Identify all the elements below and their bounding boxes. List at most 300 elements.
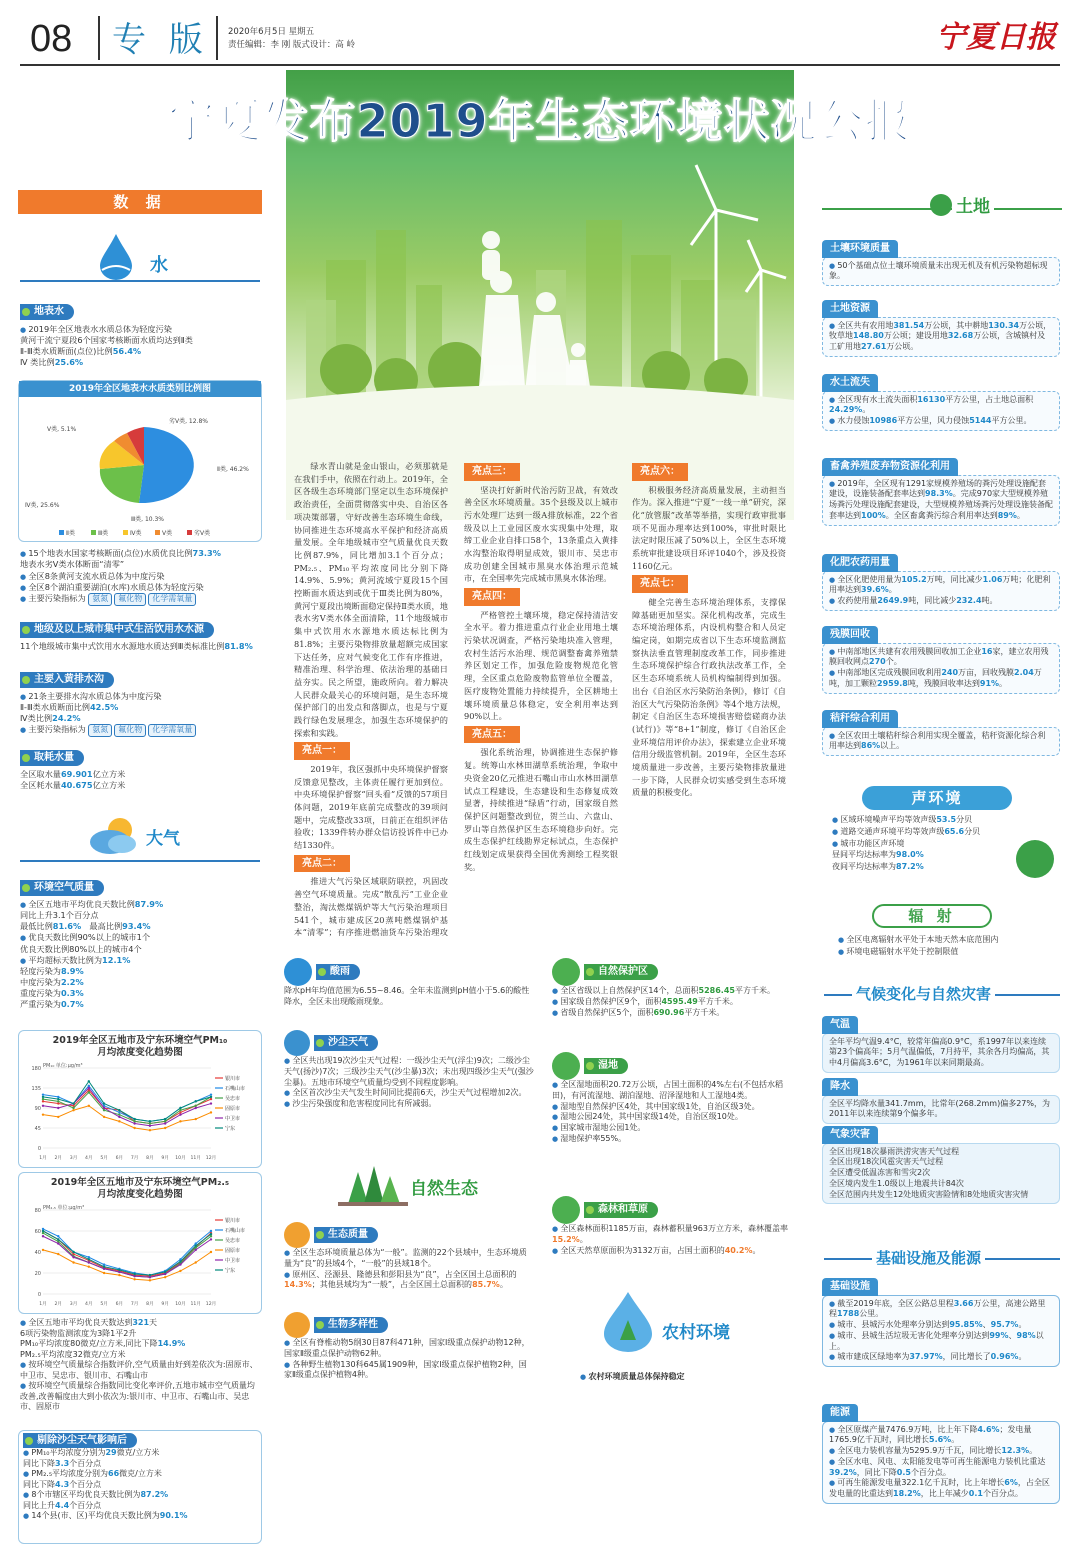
y-tick-label: 135 [31,1085,41,1092]
article-col-3 [632,460,786,940]
x-tick-label: 8月 [146,1301,154,1307]
legend-item: 固原市 [225,1105,241,1112]
data-point [57,1242,59,1244]
data-point [57,1115,59,1117]
water-use-tag: 取耗水量 [20,750,84,766]
data-point [57,1100,59,1102]
text: 可再生能源发电量322.1亿千瓦时，比上年增长 [837,1478,1005,1488]
text: 同比下降 [23,1458,55,1468]
y-tick-label: 45 [34,1125,41,1132]
value: 1.06 [982,574,1003,584]
data-point [72,1261,74,1263]
text: 全区天然草原面积为3132万亩，占国土面积的 [560,1245,725,1255]
divider [98,16,100,60]
pie-legend [59,529,210,537]
sound-icon [1016,840,1054,878]
y-tick-label: 0 [37,1145,41,1152]
y-tick-label: 80 [34,1207,41,1214]
data-point [57,1098,59,1100]
y-tick-label: 60 [34,1228,41,1235]
text: 城市建成区绿地率为 [837,1352,910,1362]
infra-section-title: 基础设施及能源 [872,1248,985,1268]
text: 全区共有农用地 [837,320,894,330]
y-tick-label: 40 [34,1249,41,1256]
data-point [118,1115,120,1117]
data-point [195,1261,197,1263]
text: 全区平均降水量341.7mm，比常年(268.2mm)偏多27%，为2011年以来连续第9个偏多年。 [822,1095,1060,1125]
text: 平方公里，风力侵蚀 [897,416,970,426]
value: 95.85% [949,1320,983,1330]
value: 87.2% [140,1490,169,1500]
x-tick-label: 11月 [190,1301,201,1307]
article-paragraph: 严格管控土壤环境，稳定保持清洁安全水平。着力推进重点行业企业用地土壤污染状况调查，严格污染地块准入管理，农村生活污水治理、规范调整畜禽养殖禁养区划定工作，加强危险废物规范化管理，全区重点危险废物监管单位全覆盖，医疗废物处置能力持续提升，全区耕地土壤环境质量总体稳定，安全利用率达到90%以上。 [464,609,618,722]
section-name: 专 版 [112,20,209,60]
pm-notes [20,1318,262,1413]
article-paragraph: 积极服务经济高质量发展，主动担当作为。深入推进“宁夏”一线一单”研究，深化“放管服”改革等举措，实现行政审批事项不见面办理率达到100%，审批时限比法定时限压减了50%以上，全区生态环境系统审批建设项目环评1040个，涉及投资1160亿元。 [632,484,786,571]
fertilizer-block [822,554,1060,611]
text: 吨。 [981,596,998,606]
surface-water-block [20,304,262,368]
air-quality-tag: 环境空气质量 [20,880,104,896]
x-tick-label: 12月 [205,1301,217,1307]
value: 2.2% [60,977,84,988]
data-point [103,1102,105,1104]
data-point [42,1093,44,1095]
text: ● 全区有脊椎动物5纲30目87科471种，国家Ⅰ级重点保护动物12种，国家Ⅱ级重点保护动物62种。 [284,1338,534,1360]
text: 全区取水量 [20,768,61,779]
value: 73.3% [192,548,221,558]
value: 39.2% [829,1467,857,1477]
text: 。完成970家大型规模养殖场粪污处理设施配套建设，大型规模养殖场粪污处理设施装备配套率达到 [829,489,1053,520]
text: Ⅳ类比例 [20,713,53,723]
value: 381.54 [893,320,925,330]
data-point [195,1118,197,1120]
legend-item: 固原市 [225,1247,241,1254]
value: 14.3% [284,1280,312,1290]
text: 降水pH年均值范围为6.55~8.46。全年未监测到pH值小于5.6的酸性降水，全区未出现酸雨现象。 [284,986,530,1006]
text: 省级自然保护区5个，面积 [560,1007,654,1017]
value: 4.4 [55,1500,70,1510]
land-resource-block [822,300,1060,357]
series-line [43,1090,211,1123]
data-point [133,1275,135,1277]
text: 同比上升 [23,1500,55,1510]
text: ● 湿地型自然保护区4处，其中国家级1处，自治区级3处。 [552,1102,794,1113]
deer-icon [284,1312,310,1338]
data-point [72,1106,74,1108]
text: PM₂.₅平均浓度32微克/立方米 [20,1349,126,1359]
y-unit-label: PM₂.₅ 单位:μg/m³ [43,1204,85,1211]
page-title: 宁夏发布2019年生态环境状况公报 [168,94,912,148]
text: 全区原煤产量7476.9万吨，比上年下降 [837,1424,978,1434]
legend-item: 吴忠市 [225,1237,241,1244]
pie-label-ii: Ⅱ类, 46.2% [217,466,249,474]
value: 87.2% [896,861,924,871]
data-point [179,1106,181,1108]
legend-item: 石嘴山市 [225,1227,246,1234]
soil-block [822,240,1060,286]
value: 1788 [837,1309,860,1319]
rural-note: ● 农村环境质量总体保持稳定 [580,1372,685,1383]
value: 27.61 [861,342,887,352]
precipitation-tag: 降水 [822,1078,858,1096]
unit: 微克/立方米 [116,1448,160,1458]
text: ；其他县域均为“一般”，占全区国土总面积的 [311,1280,473,1290]
data-point [179,1260,181,1262]
text: 。 [499,1280,508,1290]
data-point [133,1122,135,1124]
article-paragraph: 2019年，我区强抓中央环境保护督察反馈意见整改，主体责任履行更加到位。中央环境保护督察“回头看”反馈的57项目体问题，2019年底前完成整改的39项问题中，完成整改33项，日前正在组织评估验收；1339件转办群众信访投诉件中已办结1330件。 [294,763,448,851]
unit: 平方千米。 [697,996,738,1006]
text: 。 [752,1245,761,1255]
value: 87.9% [134,898,164,909]
text: 全区森林面积1185万亩，森林蓄积量963万立方米，森林覆盖率 [560,1224,788,1233]
unit: 分贝 [964,826,981,836]
data-point [57,1235,59,1237]
text: 原州区、泾源县、隆德县和彭阳县为“良”，占全区国土总面积的 [292,1269,517,1279]
text: 。 [1016,510,1025,520]
data-point [42,1113,44,1115]
text: 。 [999,678,1008,688]
text: 最高比例 [89,921,123,931]
text: 万吨，同比减少 [926,574,983,584]
legend-item: 银川市 [225,1217,241,1224]
data-point [103,1115,105,1117]
legend-item: 劣Ⅴ类 [194,530,211,538]
value: 100% [861,510,886,520]
value: 4595.49 [661,996,698,1006]
highlight-heading: 亮点三： [464,463,520,481]
value: 18.2% [893,1489,921,1499]
value: 39.6% [861,585,889,595]
radiation-banner [872,904,992,928]
data-point [179,1263,181,1265]
data-point [88,1265,90,1267]
text: 全区五地市平均优良天数比例 [28,898,135,909]
energy-block [822,1404,1060,1504]
water-section-title: 水 [150,255,168,276]
value: 16 [981,646,993,656]
text: ● 沙尘污染强度和危害程度同比有所减弱。 [284,1099,534,1110]
legend-item: 中卫市 [225,1115,241,1122]
data-point [210,1233,212,1235]
highlight-heading: 亮点五： [464,726,520,744]
data-point [133,1126,135,1128]
text: 万公顷。 [886,342,919,352]
legend-item: 吴忠市 [225,1095,241,1102]
keyword-badge: 氟化物 [114,724,146,737]
value: 81.6% [52,921,82,931]
data-point [164,1120,166,1122]
text: 全区农田土壤秸秆综合利用实现全覆盖，秸秆资源化综合利用率达到 [829,730,1046,751]
data-point [88,1104,90,1106]
data-point [103,1265,105,1267]
text: 全区耗水量 [20,779,61,790]
air-section-title: 大气 [146,829,180,849]
value: 24.2% [52,713,81,723]
value: 3.3 [55,1458,70,1468]
value: 99% [989,1330,1009,1340]
manure-tag: 畜禽养殖废弃物资源化利用 [822,458,958,476]
data-banner-label: 数 据 [113,193,167,211]
data-point [88,1080,90,1082]
data-point [118,1113,120,1115]
unit: 个百分点 [69,1458,102,1468]
value: 4.3 [55,1479,70,1489]
text: 万公顷，其中耕地 [924,320,989,330]
nature-section-title: 自然生态 [410,1179,478,1199]
legend-item: 石嘴山市 [225,1085,246,1092]
data-point [57,1238,59,1240]
text: ● 全区8条黄河支流水质总体为中度污染 [20,571,262,582]
text: 个。 [885,657,902,667]
issue-meta [228,26,355,52]
value: 98.0% [896,850,924,860]
pm10-chart [18,1030,262,1168]
y-tick-label: 90 [34,1105,41,1112]
text: ● 全区生态环境质量总体为“一般”。监测的22个县域中，生态环境质量为“良”的县域4个，“一般”的县域18个。 [284,1248,534,1270]
highlight-heading: 亮点七： [632,575,688,593]
noise-block [832,814,1016,872]
text: ● 国家城市湿地公园1处。 [552,1123,794,1134]
data-point [149,1274,151,1276]
rural-drop-icon [600,1290,656,1352]
data-point [195,1244,197,1246]
pm25-chart-title: 2019年全区五地市及宁东环境空气PM₂.₅ 月均浓度变化趋势图 [50,1177,230,1201]
data-point [195,1106,197,1108]
text: 吨，残膜回收率达到 [907,678,980,688]
text: 全区水电、风电、太阳能发电等可再生能源电力装机比重达 [837,1456,1046,1466]
pm10-chart-title: 2019年全区五地市及宁东环境空气PM₁₀ 月均浓度变化趋势图 [52,1035,228,1059]
list-item: 全区出现18次风雹灾害天气过程 [829,1157,944,1167]
eco-quality-block [284,1222,534,1291]
issue-date: 2020年6月5日 星期五 [228,27,315,37]
text: 区域环境噪声平均等效声级 [840,815,937,824]
value: 2649.9 [877,596,909,606]
data-point [103,1109,105,1111]
text: 城市、县城污水处理率分别达到 [837,1320,950,1330]
data-point [149,1120,151,1122]
data-point [57,1106,59,1108]
header-rule [20,64,1060,66]
value: 105.2 [901,574,927,584]
data-point [103,1106,105,1108]
unit: 平方千米。 [684,1007,725,1017]
value: 2959.8 [877,678,908,688]
biodiversity-block [284,1312,534,1381]
text: 。 [888,585,897,595]
value: 5.6% [929,1435,952,1445]
value: 37.97% [909,1352,943,1362]
text: ● 各种野生植物130科645属1909种，国家Ⅰ级重点保护植物2种，国家Ⅱ级重点保护植物4种。 [284,1360,534,1382]
text: 重度污染为 [20,988,61,999]
x-tick-label: 1月 [39,1155,47,1161]
data-point [133,1118,135,1120]
data-point [179,1111,181,1113]
text: 轻度污染为 [20,966,61,976]
manure-block [822,458,1060,526]
cloud-sun-icon [86,812,140,858]
unit: 亿立方米 [92,768,126,779]
rain-cloud-icon [284,958,312,986]
legend-item: Ⅱ类 [66,530,75,538]
energy-tag: 能源 [822,1404,858,1422]
air-quality-block [20,880,262,1010]
biodiversity-tag: 生物多样性 [314,1317,388,1333]
text: 个百分点。 [910,1467,951,1477]
section-rule [20,860,260,862]
data-point [118,1120,120,1122]
list-item: 全区出现18次暴雨洪涝灾害天气过程 [829,1146,960,1156]
chart-icon [552,958,580,986]
y-tick-label: 180 [31,1065,41,1072]
pie-label-worse: 劣Ⅴ类, 12.8% [169,418,208,426]
value: 69.901 [60,768,93,779]
rural-section-title: 农村环境 [662,1323,730,1343]
nature-reserve-tag: 自然保护区 [584,964,658,980]
text: 万公顷，含城镇村及工矿用地 [829,331,1046,352]
value: 270 [869,657,886,667]
value: 0.1 [968,1489,983,1499]
x-tick-label: 3月 [69,1301,78,1307]
text: 中南部地区完成残膜回收利用 [837,668,942,678]
text: 。 [1018,1352,1027,1362]
text: 万吨，加工颗粒 [829,668,1042,688]
text: ，比上年减少 [920,1489,969,1499]
data-point [133,1120,135,1122]
precipitation-block [822,1078,1060,1124]
acid-rain-tag: 酸雨 [316,964,360,980]
tree-icon [552,1196,580,1224]
x-tick-label: 6月 [115,1155,124,1161]
drainage-block [20,672,262,737]
text: 万公顷，牧草地 [829,320,1052,341]
text: 同比下降 [23,1479,55,1489]
text: 公里。 [859,1309,884,1319]
x-tick-label: 4月 [85,1301,93,1307]
noise-banner [862,786,1012,810]
text: 夜间平均达标率为 [832,861,896,871]
erosion-tag: 水土流失 [822,374,878,392]
value: 4.6% [977,1424,1000,1434]
data-point [149,1129,151,1131]
text: 优良天数比例80%以上的城市4个 [20,943,142,954]
x-tick-label: 5月 [100,1155,108,1161]
data-point [42,1229,44,1231]
data-point [72,1256,74,1258]
text: PM₁₀平均浓度80微克/立方米,同比下降 [20,1339,158,1349]
text: Ⅱ-Ⅲ类水质断面(点位)比例 [20,346,113,356]
land-icon [930,194,952,216]
x-tick-label: 9月 [161,1301,169,1307]
value: 5286.45 [698,986,735,995]
text: ● 按环境空气质量综合指数同比变化率评价,五地市城市空气质量均改善,改善幅度由大到小依次为:银川市、中卫市、石嘴山市、吴忠市、固原市 [20,1381,262,1413]
data-point [88,1086,90,1088]
newspaper-logo: 宁夏日报 [936,20,1056,55]
data-point [179,1269,181,1271]
data-point [57,1102,59,1104]
value: 24.29% [829,405,863,415]
forest-grass-tag: 森林和草原 [584,1202,658,1218]
text: 14个县(市、区)平均优良天数比例为 [31,1511,160,1521]
data-point [210,1229,212,1231]
infrastructure-tag: 基础设施 [822,1278,878,1296]
data-point [133,1278,135,1280]
text: 6项污染物监测浓度为3降1平2升 [20,1328,137,1338]
x-tick-label: 9月 [161,1155,169,1161]
value: 240 [941,668,959,678]
wetland-tag: 湿地 [584,1058,628,1074]
data-point [179,1120,181,1122]
acid-rain-block [284,958,534,1008]
value: 89% [997,510,1017,520]
data-point [88,1256,90,1258]
list-item: 全区遭受低温冻害和雪灾2次 [829,1168,931,1178]
y-tick-label: 0 [37,1291,41,1298]
leaf-icon [284,1222,310,1248]
data-point [42,1098,44,1100]
value: 0.3% [60,988,84,999]
data-point [195,1248,197,1250]
article-paragraph: 坚决打好新时代治污防卫战，有效改善全区水环境质量。35个县级及以上城市污水处理厂达到一级A排放标准，22个省级及以上工业园区废水实现集中处理，取缔工业企业自排口58个，13条重点入黄排水沟整治取得明显成效，银川市、吴忠市成功创建全国城市黑臭水体治理示范城市，在全国率先完成城市黑臭水体治理。 [464,484,618,584]
noise-section-title: 声环境 [911,789,963,807]
surface-water-tag: 地表水 [20,304,74,320]
data-point [164,1270,166,1272]
x-tick-label: 11月 [190,1155,201,1161]
unit: 微克/立方米 [119,1469,162,1479]
data-point [103,1267,105,1269]
text: ● 优良天数比例90%以上的城市1个 [20,932,262,943]
text: 15个地表水国家考核断面(点位)水质优良比例 [28,548,193,558]
data-point [118,1268,120,1270]
soil-tag: 土壤环境质量 [822,240,898,258]
unit: 亿立方米 [92,779,126,790]
text: ● 50个基础点位土壤环境质量未出现无机及有机污染物超标现象。 [822,257,1060,287]
drinking-water-tag: 地级及以上城市集中式生活饮用水水源 [20,622,214,638]
legend-item: Ⅳ类 [130,530,142,538]
disaster-tag: 气象灾害 [822,1126,878,1144]
pm10-line-svg [19,1060,261,1164]
data-point [103,1263,105,1265]
text: 同比上升3.1个百分点 [20,909,99,920]
film-recycle-tag: 残膜回收 [822,626,878,644]
text: Ⅳ 类比例 [20,357,55,368]
text: 吨，同比减少 [908,596,957,606]
legend-item: 宁东 [225,1267,236,1274]
fertilizer-tag: 化肥农药用量 [822,554,898,572]
value: 93.4% [122,921,151,931]
wind-icon [284,1030,310,1056]
value: 10986 [869,416,898,426]
text: 个百分点。 [982,1489,1023,1499]
text: ● 全区共出现19次沙尘天气过程：一级沙尘天气(浮尘)9次；二级沙尘天气(扬沙)7次；三级沙尘天气(沙尘暴)3次；未出现四级沙尘天气(强沙尘暴)。五地市环境空气质量均受到不同程度影响。 [284,1056,534,1088]
divider [216,16,218,60]
text: 全区电力装机容量为5295.9万千瓦，同比增长 [837,1446,1002,1456]
data-point [42,1100,44,1102]
climate-section-title: 气候变化与自然灾害 [852,984,995,1004]
keyword-badge: 氨氮 [88,724,112,737]
value: 0.96% [990,1352,1019,1362]
data-point [164,1126,166,1128]
text: 农药使用量 [837,596,878,606]
straw-block [822,710,1060,756]
data-point [88,1084,90,1086]
x-tick-label: 1月 [39,1301,47,1307]
value: 0.7% [60,999,84,1010]
keyword-badge: 氨氮 [88,593,112,606]
text: 家，建立农用残膜回收网点 [829,646,1049,667]
text: 平方公里，占土地总面积 [945,394,1034,404]
